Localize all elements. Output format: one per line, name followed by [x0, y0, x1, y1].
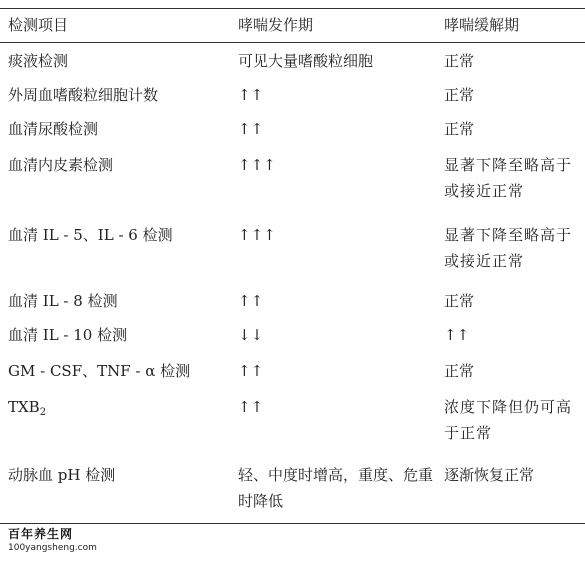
row-remission: 浓度下降但仍可高于正常 — [444, 398, 573, 442]
row-item: 血清尿酸检测 — [8, 120, 99, 138]
watermark-logo — [8, 527, 97, 554]
watermark-url: 100yangsheng.com — [8, 543, 97, 553]
row-attack: ↑↑↑ — [238, 156, 276, 174]
row-item-main: TXB — [8, 398, 40, 416]
row-item: 血清内皮素检测 — [8, 156, 114, 174]
row-attack: 轻、中度时增高，重度、危重时降低 — [238, 466, 434, 510]
row-attack: ↑↑ — [238, 292, 264, 310]
row-item: 血清 IL - 5、IL - 6 检测 — [8, 226, 173, 244]
row-remission: 显著下降至略高于或接近正常 — [444, 156, 573, 200]
row-remission: 正常 — [444, 292, 475, 310]
row-attack: ↑↑ — [238, 86, 264, 104]
row-remission: 正常 — [444, 362, 475, 380]
row-attack: ↑↑ — [238, 362, 264, 380]
row-remission: 正常 — [444, 86, 475, 104]
row-item: 血清 IL - 10 检测 — [8, 326, 128, 344]
row-item: 血清 IL - 8 检测 — [8, 292, 118, 310]
row-remission: 正常 — [444, 120, 475, 138]
header-attack-phase: 哮喘发作期 — [238, 16, 314, 34]
row-remission: 逐渐恢复正常 — [444, 466, 535, 484]
row-item: 痰液检测 — [8, 52, 69, 70]
row-attack: ↑↑ — [238, 398, 264, 416]
table-top-rule — [0, 8, 585, 9]
table-bottom-rule — [0, 523, 585, 524]
row-remission: 显著下降至略高于或接近正常 — [444, 226, 573, 270]
watermark-title: 百年养生网 — [8, 527, 74, 541]
row-item: GM - CSF、TNF - α 检测 — [8, 362, 191, 380]
row-remission: 正常 — [444, 52, 475, 70]
row-attack: ↑↑↑ — [238, 226, 276, 244]
row-item: 外周血嗜酸粒细胞计数 — [8, 86, 159, 104]
row-item — [8, 394, 46, 426]
row-attack: ↓↓ — [238, 326, 264, 344]
row-attack: ↑↑ — [238, 120, 264, 138]
row-item: 动脉血 pH 检测 — [8, 466, 116, 484]
header-item: 检测项目 — [8, 16, 69, 34]
row-attack: 可见大量嗜酸粒细胞 — [238, 52, 374, 70]
row-remission: ↑↑ — [444, 326, 470, 344]
header-remission-phase: 哮喘缓解期 — [444, 16, 520, 34]
table-header-rule — [0, 42, 585, 43]
row-item-subscript: 2 — [39, 407, 47, 418]
